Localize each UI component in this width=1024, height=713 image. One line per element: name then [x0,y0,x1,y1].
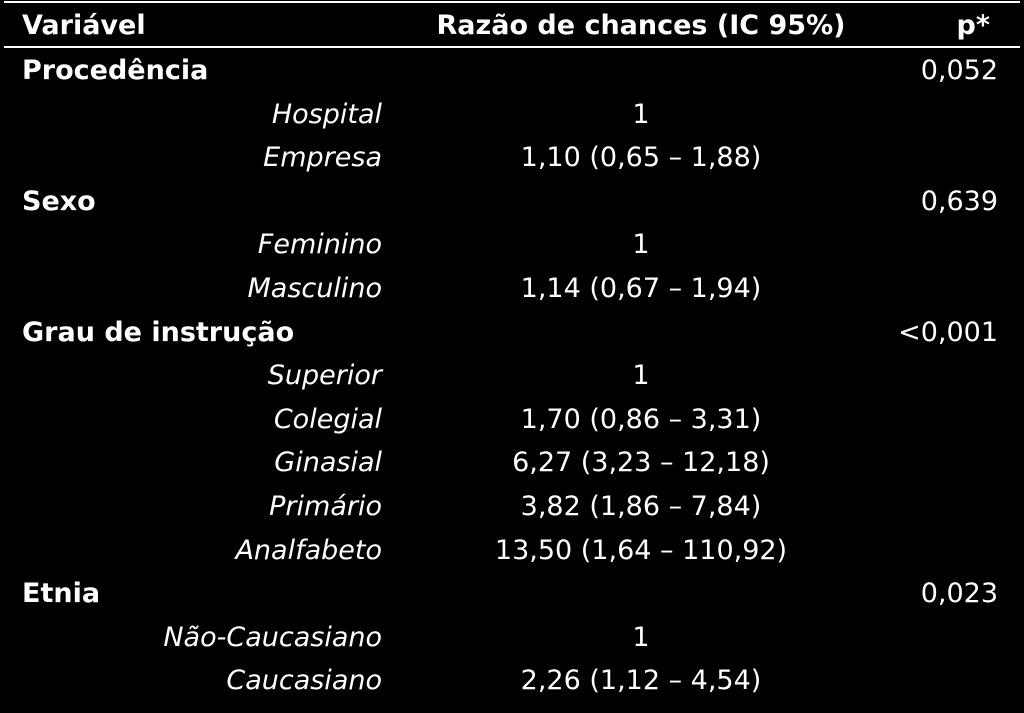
level-label: Superior [267,360,382,391]
level-label: Primário [269,491,382,522]
group-label: Sexo [22,186,96,217]
level-label: Colegial [273,404,382,435]
odds-ratio-value [420,180,862,224]
level-label: Analfabeto [235,535,382,566]
group-row [0,572,1024,616]
table-header-row [0,4,1024,48]
level-label: Hospital [271,99,382,130]
level-row [0,354,1024,398]
level-row [0,485,1024,529]
level-label: Caucasiano [226,665,382,696]
odds-ratio-value: 1,10 (0,65 – 1,88) [520,142,762,173]
level-row [0,136,1024,180]
level-label: Feminino [257,229,382,260]
odds-ratio-value: 13,50 (1,64 – 110,92) [494,535,788,566]
header-variable: Variável [22,10,146,41]
odds-ratio-value [420,311,862,355]
level-row [0,529,1024,573]
odds-ratio-value: 2,26 (1,12 – 4,54) [520,665,762,696]
level-row [0,223,1024,267]
group-row [0,311,1024,355]
odds-ratio-value: 1 [632,360,650,391]
table-header-rule [4,46,1020,48]
odds-ratio-value: 6,27 (3,23 – 12,18) [512,447,770,478]
odds-ratio-value: 1,14 (0,67 – 1,94) [520,273,762,304]
p-value: 0,023 [920,578,998,609]
odds-ratio-value [420,49,862,93]
level-row [0,659,1024,703]
p-value: <0,001 [898,317,998,348]
odds-ratio-value: 3,82 (1,86 – 7,84) [520,491,762,522]
level-label: Empresa [263,142,382,173]
level-row [0,93,1024,137]
level-label: Não-Caucasiano [163,622,382,653]
odds-ratio-value: 1,70 (0,86 – 3,31) [520,404,762,435]
level-row [0,616,1024,660]
odds-ratio-value: 1 [632,229,650,260]
level-row [0,267,1024,311]
odds-ratio-value: 1 [632,622,650,653]
group-label: Etnia [22,578,101,609]
level-row [0,441,1024,485]
group-row [0,180,1024,224]
p-value: 0,639 [920,186,998,217]
p-value: 0,052 [920,55,998,86]
header-p-value: p* [956,10,990,41]
level-label: Ginasial [274,447,382,478]
level-row [0,398,1024,442]
group-label: Procedência [22,55,209,86]
level-label: Masculino [247,273,382,304]
group-row [0,49,1024,93]
table-top-rule [4,1,1020,3]
odds-ratio-value: 1 [632,99,650,130]
odds-ratio-value [420,572,862,616]
group-label: Grau de instrução [22,317,295,348]
header-odds-ratio: Razão de chances (IC 95%) [436,10,846,41]
